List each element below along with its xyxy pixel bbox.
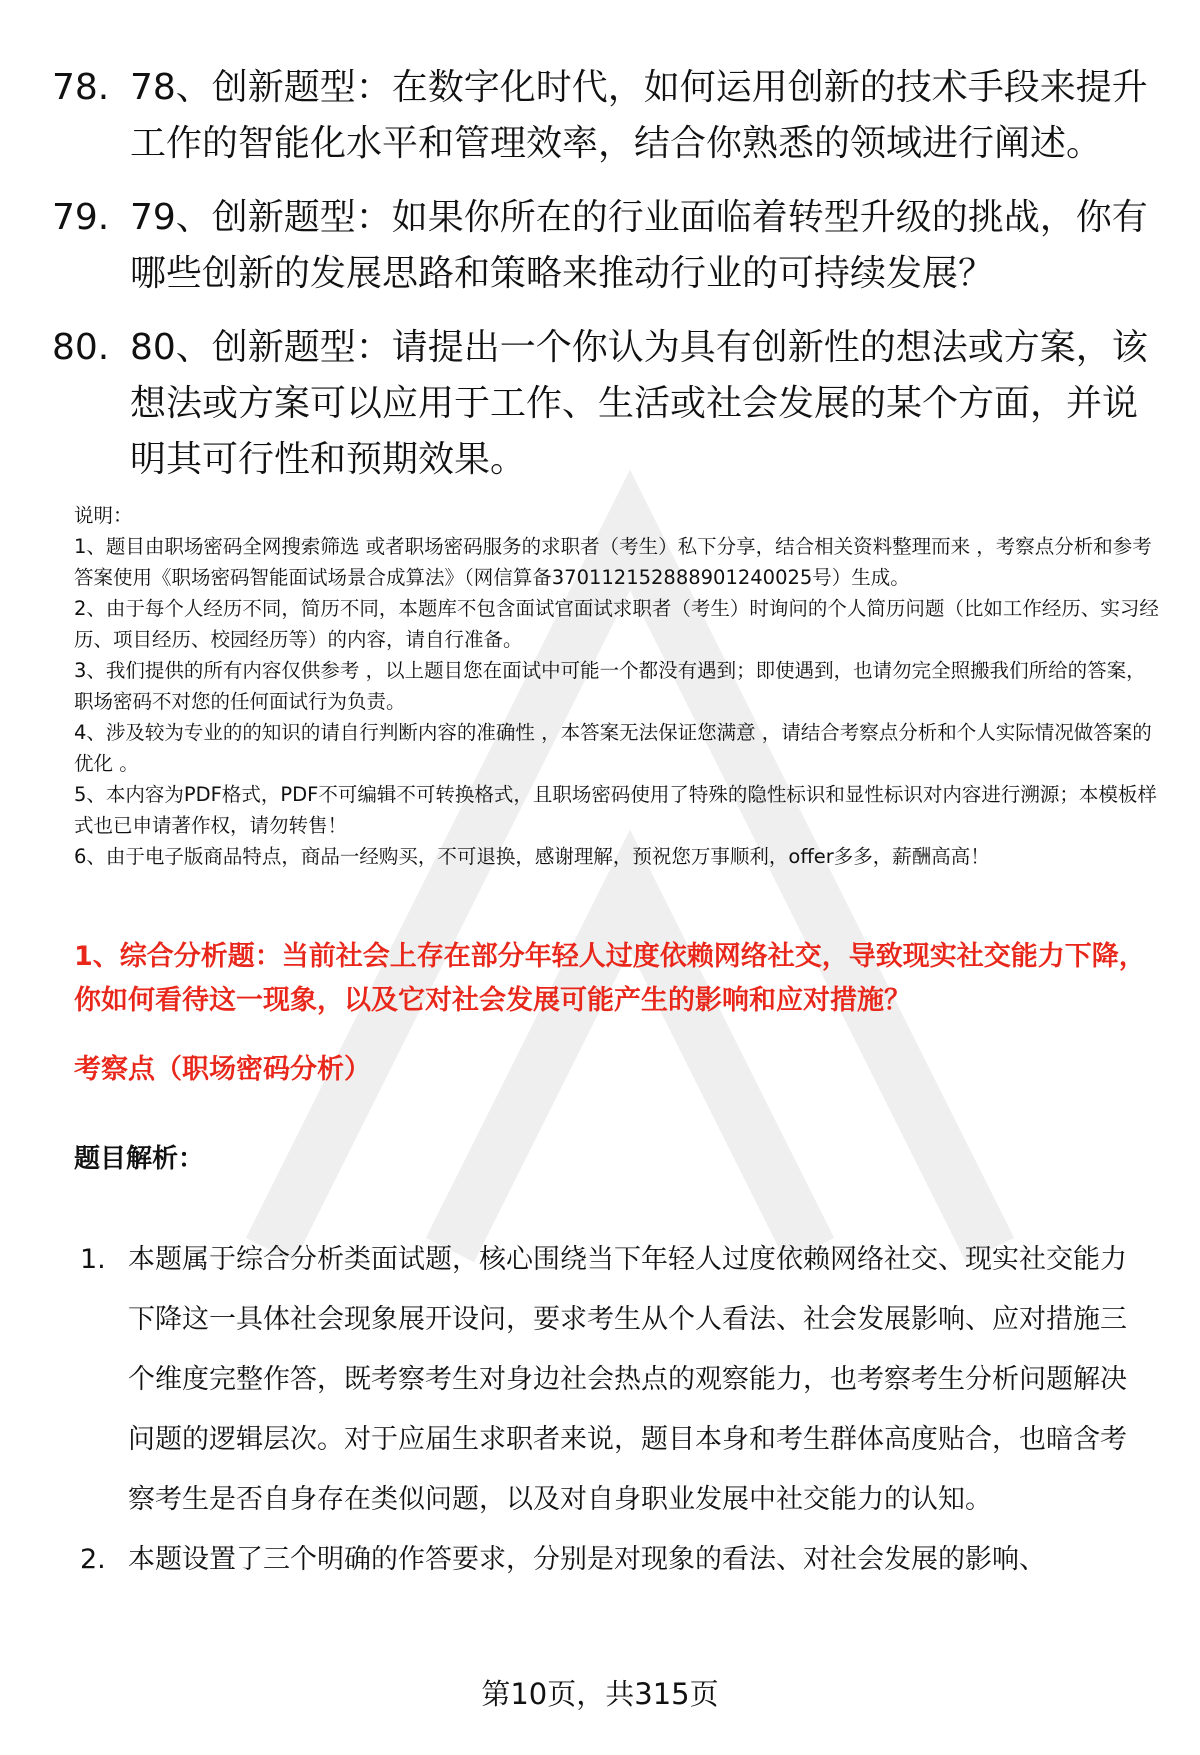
analysis-item: [80, 1230, 1150, 1530]
list-number: 1.: [80, 1244, 106, 1275]
note-item: 6、由于电子版商品特点，商品一经购买，不可退换，感谢理解，预祝您万事顺利，offer多多，薪酬高高！: [74, 845, 990, 868]
analysis-title: 题目解析：: [74, 1144, 205, 1174]
question-number: 80.: [52, 327, 110, 368]
analysis-item: [80, 1530, 1150, 1590]
question-item-80: [52, 320, 1152, 488]
list-number: 2.: [80, 1544, 106, 1575]
list-text: 本题设置了三个明确的作答要求，分别是对现象的看法、对社会发展的影响、: [128, 1544, 1046, 1575]
question-text: 80、创新题型：请提出一个你认为具有创新性的想法或方案，该想法或方案可以应用于工作、生活或社会发展的某个方面，并说明其可行性和预期效果。: [130, 327, 1148, 480]
question-item-78: [52, 60, 1152, 172]
note-item: 3、我们提供的所有内容仅供参考 ，以上题目您在面试中可能一个都没有遇到；即使遇到，也请勿完全照搬我们所给的答案，职场密码不对您的任何面试行为负责。: [74, 659, 1146, 713]
notes-section: [74, 500, 1164, 872]
note-item: 1、题目由职场密码全网搜索筛选 或者职场密码服务的求职者（考生）私下分享，结合相关资料整理而来 ，考察点分析和参考答案使用《职场密码智能面试场景合成算法》（网信算备370112152888901240025号）生成。: [74, 535, 1152, 589]
analysis-list: [80, 1230, 1150, 1590]
note-item: 4、涉及较为专业的的知识的请自行判断内容的准确性 ，本答案无法保证您满意 ，请结合考察点分析和个人实际情况做答案的优化 。: [74, 721, 1152, 775]
question-item-79: [52, 190, 1152, 302]
inspection-point-heading: 考察点（职场密码分析）: [74, 1054, 371, 1085]
list-text: 本题属于综合分析类面试题，核心围绕当下年轻人过度依赖网络社交、现实社交能力下降这一具体社会现象展开设问，要求考生从个人看法、社会发展影响、应对措施三个维度完整作答，既考察考生对身边社会热点的观察能力，也考察考生分析问题解决问题的逻辑层次。对于应届生求职者来说，题目本身和考生群体高度贴合，也暗含考察考生是否自身存在类似问题，以及对自身职业发展中社交能力的认知。: [128, 1244, 1127, 1515]
page-footer: 第10页，共315页: [481, 1677, 719, 1711]
question-number: 78.: [52, 67, 110, 108]
note-item: 5、本内容为PDF格式，PDF不可编辑不可转换格式，且职场密码使用了特殊的隐性标识和显性标识对内容进行溯源；本模板样式也已申请著作权，请勿转售！: [74, 783, 1157, 837]
question-text: 78、创新题型：在数字化时代，如何运用创新的技术手段来提升工作的智能化水平和管理效率，结合你熟悉的领域进行阐述。: [130, 67, 1148, 164]
question-number: 79.: [52, 197, 110, 238]
note-item: 2、由于每个人经历不同，简历不同，本题库不包含面试官面试求职者（考生）时询问的个人简历问题（比如工作经历、实习经历、项目经历、校园经历等）的内容，请自行准备。: [74, 597, 1159, 651]
notes-title: 说明：: [74, 504, 133, 527]
main-question-heading: 1、综合分析题：当前社会上存在部分年轻人过度依赖网络社交，导致现实社交能力下降，你如何看待这一现象，以及它对社会发展可能产生的影响和应对措施？: [74, 941, 1146, 1016]
question-text: 79、创新题型：如果你所在的行业面临着转型升级的挑战，你有哪些创新的发展思路和策略来推动行业的可持续发展？: [130, 197, 1148, 294]
